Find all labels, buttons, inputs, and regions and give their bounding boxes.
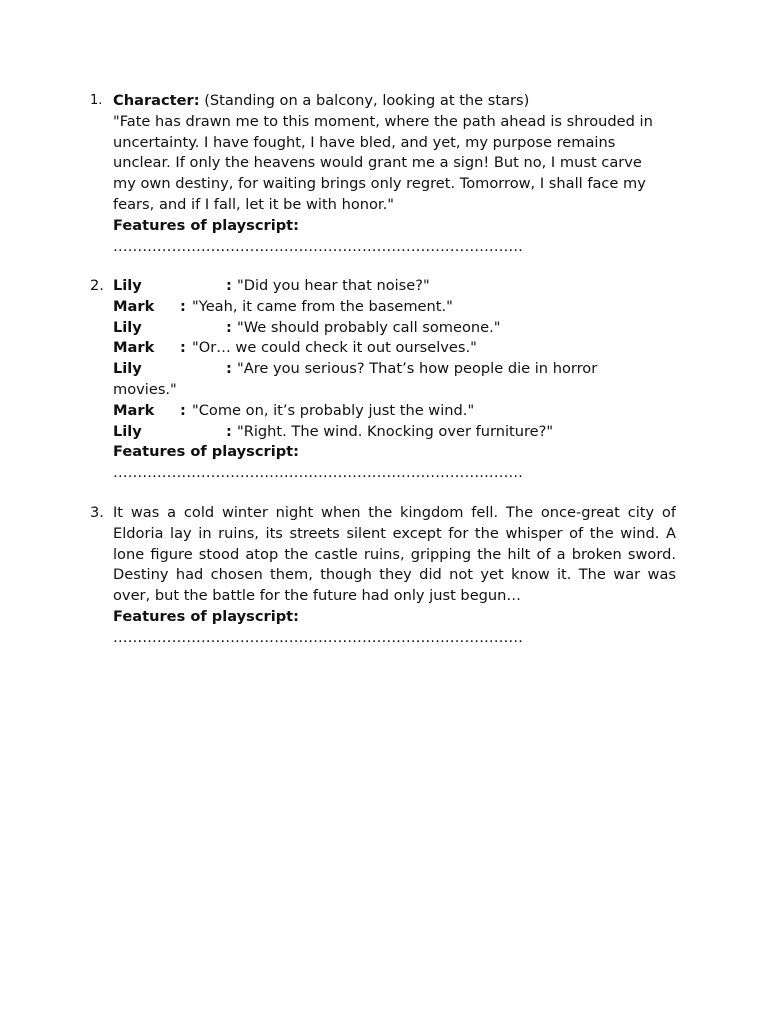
character-line (113, 91, 677, 112)
item-number: 1. (90, 93, 103, 108)
features-label: Features of playscript: (113, 443, 299, 461)
answer-line: ………………………………………………………………………… (113, 628, 524, 646)
speaker-name: Lily (113, 318, 142, 336)
item-content (113, 276, 677, 484)
dialogue-line (113, 318, 677, 339)
answer-line: ………………………………………………………………………… (113, 464, 524, 482)
speaker-name: Mark (113, 401, 155, 419)
speaker-name: Lily (113, 360, 142, 378)
character-label: Character: (113, 92, 200, 109)
speech-text: "We should probably call someone." (237, 318, 501, 336)
speech-text: "Come on, it’s probably just the wind." (192, 401, 475, 419)
speaker-colon: : (180, 401, 186, 419)
dialogue-line (113, 276, 677, 297)
narrative-line: Destiny had chosen them, though they did not yet know it. The war was (113, 566, 676, 584)
speaker-name: Mark (113, 339, 155, 357)
item-number: 2. (90, 277, 104, 294)
speaker-colon: : (226, 318, 232, 336)
speaker-colon: : (226, 277, 232, 294)
speaker-colon: : (180, 339, 186, 357)
features-label: Features of playscript: (113, 216, 299, 234)
speech-text: movies." (113, 380, 177, 398)
dialogue-line (113, 297, 677, 318)
narrative-line: lone figure stood atop the castle ruins, gripping the hilt of a broken sword. (113, 545, 676, 563)
monologue-line: uncertainty. I have fought, I have bled, and yet, my purpose remains (113, 133, 616, 151)
dialogue-line (113, 338, 677, 359)
monologue-line: "Fate has drawn me to this moment, where the path ahead is shrouded in (113, 112, 653, 130)
monologue-line: my own destiny, for waiting brings only regret. Tomorrow, I shall face my (113, 175, 646, 193)
narrative-line: over, but the battle for the future had only just begun… (113, 587, 522, 605)
speech-text: "Are you serious? That’s how people die in horror (237, 360, 598, 378)
narrative-line: It was a cold winter night when the kingdom fell. The once-great city of (113, 504, 676, 521)
item-number: 3. (90, 504, 104, 521)
speech-text: "Or… we could check it out ourselves." (192, 339, 477, 357)
speaker-colon: : (226, 360, 232, 378)
dialogue-line (113, 401, 677, 422)
speech-text: "Yeah, it came from the basement." (192, 297, 453, 315)
dialogue-line (113, 422, 677, 443)
dialogue-line (113, 359, 677, 380)
speaker-colon: : (180, 297, 186, 315)
speaker-name: Lily (113, 422, 142, 440)
narrative-line: Eldoria lay in ruins, its streets silent except for the whisper of the wind. A (113, 524, 676, 542)
speaker-name: Lily (113, 277, 142, 294)
item-content (113, 503, 676, 649)
speaker-colon: : (226, 422, 232, 440)
stage-direction: (Standing on a balcony, looking at the stars) (199, 92, 530, 109)
speech-text: "Right. The wind. Knocking over furniture?" (237, 422, 554, 440)
speaker-name: Mark (113, 297, 155, 315)
speech-text: "Did you hear that noise?" (237, 277, 430, 294)
item-content (113, 91, 677, 257)
monologue-line: unclear. If only the heavens would grant me a sign! But no, I must carve (113, 154, 642, 172)
answer-line: ………………………………………………………………………… (113, 237, 524, 255)
monologue-line: fears, and if I fall, let it be with honor." (113, 195, 394, 213)
features-label: Features of playscript: (113, 607, 299, 625)
dialogue-continuation (113, 380, 677, 401)
